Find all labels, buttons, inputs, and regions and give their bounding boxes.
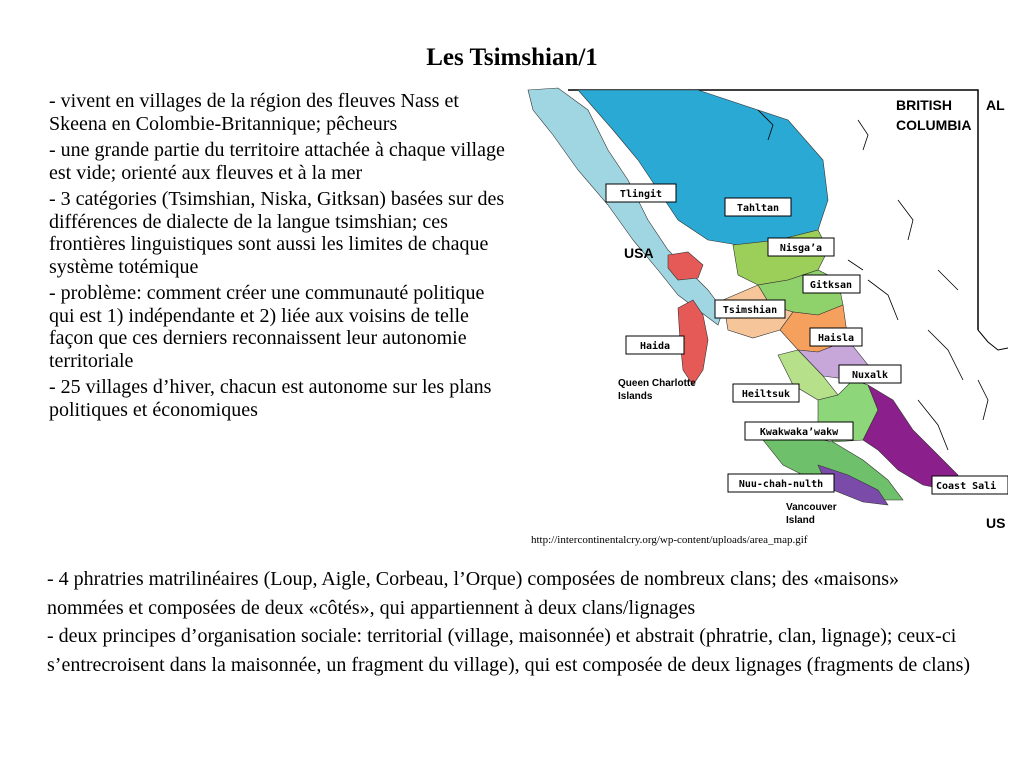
svg-text:Haida: Haida (639, 341, 671, 352)
label-haisla (810, 328, 862, 346)
svg-text:Coast Sali: Coast Sali (936, 481, 997, 492)
bottom-item: - 4 phratries matrilinéaires (Loup, Aigle, Corbeau, l’Orque) composées de nombreux clans; des «maisons» nommées et composées de deux «côtés», qui appartiennent à deux clans/lignages (47, 568, 899, 619)
svg-text:Nisga’a: Nisga’a (779, 243, 823, 254)
label-nuu-chah-nulth (728, 474, 834, 492)
label-tsimshian (715, 300, 785, 318)
map-label-islands: Islands (618, 391, 653, 402)
bullet-list (49, 90, 514, 425)
svg-text:Heiltsuk: Heiltsuk (741, 389, 791, 400)
map-label-us: US (986, 515, 1006, 531)
map-label-british: BRITISH (896, 97, 952, 113)
map-label-columbia: COLUMBIA (896, 117, 972, 133)
map-label-vancouver: Vancouver (786, 502, 837, 513)
svg-text:Tlingit: Tlingit (619, 189, 663, 200)
svg-text:Kwakwaka’wakw: Kwakwaka’wakw (759, 427, 839, 438)
svg-text:Gitksan: Gitksan (809, 280, 853, 291)
svg-text:Tahltan: Tahltan (736, 203, 780, 214)
label-tahltan (725, 198, 791, 216)
bullet-item: - problème: comment créer une communauté politique qui est 1) indépendante et 2) liée aux voisins de telle façon que ces derniers reconnaissent leur autonomie territoriale (49, 282, 485, 372)
image-source-caption: http://intercontinentalcry.org/wp-content/uploads/area_map.gif (531, 534, 808, 546)
label-coast-salish (932, 476, 1008, 494)
bullet-item: - 25 villages d’hiver, chacun est autonome sur les plans politiques et économiques (49, 376, 492, 421)
svg-text:Nuu-chah-nulth: Nuu-chah-nulth (738, 479, 824, 490)
svg-text:Nuxalk: Nuxalk (851, 370, 889, 381)
svg-text:Haisla: Haisla (817, 333, 855, 344)
map-label-island: Island (786, 515, 815, 526)
map-label-queen-charlotte: Queen Charlotte (618, 378, 696, 389)
label-nuxalk (839, 365, 901, 383)
map-label-al: AL (986, 97, 1005, 113)
bullet-item: - vivent en villages de la région des fleuves Nass et Skeena en Colombie-Britannique; pêcheurs (49, 90, 459, 135)
label-kwakwakawakw (745, 422, 853, 440)
map-label-usa: USA (624, 245, 654, 261)
bullet-item: - 3 catégories (Tsimshian, Niska, Gitksan) basées sur des différences de dialecte de la langue tsimshian; ces frontières linguistiques sont aussi les limites de chaque système totémique (49, 188, 505, 278)
slide-title: Les Tsimshian/1 (426, 44, 598, 71)
label-tlingit (606, 184, 676, 202)
bottom-item: - deux principes d’organisation sociale: territorial (village, maisonnée) et abstrait (phratrie, clan, lignage); ceux-ci s’entrecroisent dans la maisonnée, un fragment du village), qui est composée de deux lignages (fragments de clans) (47, 625, 971, 676)
svg-text:Tsimshian: Tsimshian (722, 305, 778, 316)
label-nisgaa (768, 238, 834, 256)
area-map (518, 80, 1008, 532)
bullet-item: - une grande partie du territoire attachée à chaque village est vide; orienté aux fleuves et à la mer (49, 139, 505, 184)
label-gitksan (803, 275, 860, 293)
label-haida (626, 336, 684, 354)
label-heiltsuk (733, 384, 799, 402)
border-line (978, 330, 1008, 350)
bottom-text (47, 565, 977, 679)
